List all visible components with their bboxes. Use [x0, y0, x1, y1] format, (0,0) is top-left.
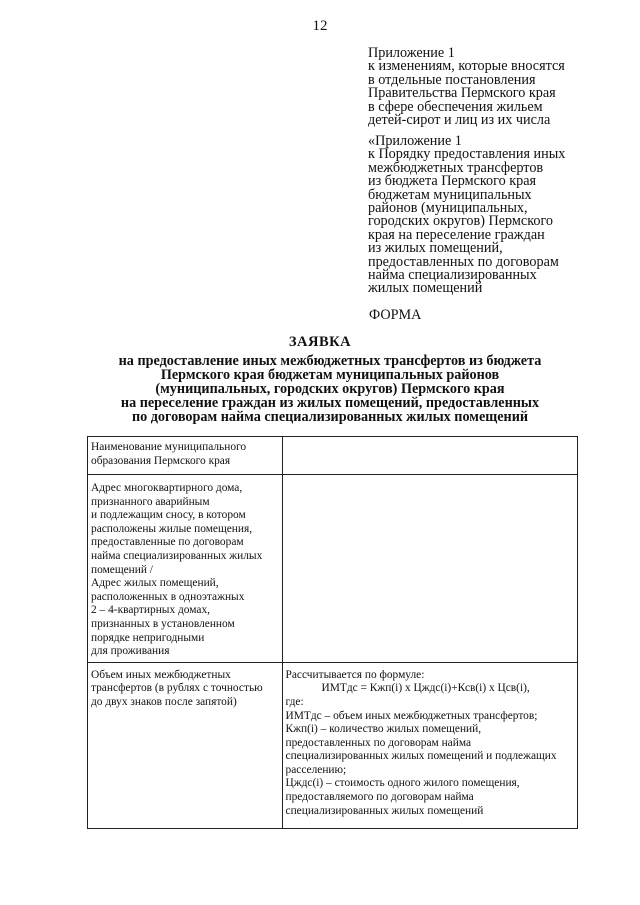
- appendix-2-line: из жилых помещений,: [368, 240, 503, 257]
- appendix-1-line: Правительства Пермского края: [368, 85, 556, 102]
- cell-text: специализированных жилых помещений: [285, 804, 484, 817]
- formula-intro: Рассчитывается по формуле:: [285, 668, 425, 681]
- cell-text: для проживания: [91, 645, 170, 658]
- subtitle-line: на переселение граждан из жилых помещений, предоставленных: [120, 395, 540, 411]
- table-row-municipality: [88, 437, 578, 475]
- cell-text: признанного аварийным: [91, 495, 210, 508]
- cell-text: порядке непригодными: [91, 631, 205, 644]
- page-number: 12: [312, 18, 328, 34]
- cell-text: Объем иных межбюджетных: [91, 668, 231, 681]
- municipality-label-cell: [88, 437, 283, 475]
- transfer-volume-value-cell: [282, 662, 577, 828]
- appendix-2-line: бюджетам муниципальных: [368, 186, 532, 203]
- cell-text: где:: [285, 695, 304, 708]
- appendix-1-line: в сфере обеспечения жильем: [368, 98, 543, 115]
- appendix-2-line: жилых помещений: [368, 280, 483, 297]
- appendix-1-line: Приложение 1: [368, 45, 455, 61]
- subtitle-line: на предоставление иных межбюджетных трансфертов из бюджета: [118, 353, 542, 369]
- cell-text: признанных в установленном: [91, 617, 235, 630]
- municipality-value-cell[interactable]: [282, 437, 577, 475]
- appendix-2-line: «Приложение 1: [368, 133, 462, 149]
- cell-text: расположены жилые помещения,: [91, 522, 253, 535]
- address-label-cell: [88, 475, 283, 663]
- cell-text: предоставленные по договорам: [91, 536, 244, 549]
- appendix-1-line: к изменениям, которые вносятся: [368, 58, 565, 75]
- cell-text: Кжп(i) – количество жилых помещений,: [285, 723, 482, 736]
- subtitle-line: (муниципальных, городских округов) Пермского края: [155, 381, 505, 397]
- appendix-2-line: городских округов) Пермского: [368, 213, 554, 230]
- cell-text: Цждс(i) – стоимость одного жилого помещения,: [285, 777, 520, 790]
- subtitle-line: Пермского края бюджетам муниципальных районов: [160, 367, 500, 383]
- application-form-table: [87, 436, 578, 829]
- appendix-2-line: предоставленных по договорам: [368, 253, 559, 270]
- cell-text: найма специализированных жилых: [91, 549, 263, 562]
- cell-text: Адрес жилых помещений,: [91, 577, 219, 590]
- appendix-header-2: [368, 135, 608, 296]
- appendix-2-line: межбюджетных трансфертов: [368, 159, 544, 176]
- appendix-2-line: найма специализированных: [368, 267, 537, 284]
- cell-text: образования Пермского края: [91, 454, 231, 467]
- cell-text: Адрес многоквартирного дома,: [91, 482, 243, 494]
- appendix-2-line: из бюджета Пермского края: [368, 173, 537, 190]
- cell-text: трансфертов (в рублях с точностью: [91, 682, 263, 695]
- document-title: ЗАЯВКА: [288, 334, 352, 350]
- appendix-2-line: районов (муниципальных,: [368, 200, 528, 217]
- subtitle-line: по договорам найма специализированных жилых помещений: [131, 409, 529, 425]
- cell-text: и подлежащим сносу, в котором: [91, 509, 246, 522]
- cell-text: помещений /: [91, 563, 153, 576]
- cell-text: предоставленных по договорам найма: [285, 736, 472, 749]
- appendix-1-line: детей-сирот и лиц из их числа: [368, 112, 551, 129]
- cell-text: специализированных жилых помещений и подлежащих: [285, 750, 557, 763]
- cell-text: Наименование муниципального: [91, 441, 247, 453]
- appendix-2-line: края на переселение граждан: [368, 226, 545, 243]
- appendix-1-line: в отдельные постановления: [368, 71, 536, 88]
- appendix-header-1: [368, 47, 608, 127]
- cell-text: расположенных в одноэтажных: [91, 590, 245, 603]
- form-label: ФОРМА: [369, 307, 422, 323]
- formula: ИМТдс = Кжп(i) x Цждс(i)+Ксв(i) x Цсв(i),: [321, 682, 530, 695]
- address-value-cell[interactable]: [282, 475, 577, 663]
- cell-text: предоставляемого по договорам найма: [285, 791, 474, 804]
- cell-text: 2 – 4-квартирных домах,: [91, 604, 211, 617]
- cell-text: расселению;: [285, 763, 347, 776]
- table-row-address: [88, 475, 578, 663]
- appendix-2-line: к Порядку предоставления иных: [368, 146, 566, 163]
- table-row-transfer-volume: [88, 662, 578, 828]
- document-subtitle: [60, 354, 600, 424]
- transfer-volume-label-cell: [88, 662, 283, 828]
- cell-text: до двух знаков после запятой): [91, 695, 237, 708]
- cell-text: ИМТдс – объем иных межбюджетных трансфертов;: [285, 709, 538, 722]
